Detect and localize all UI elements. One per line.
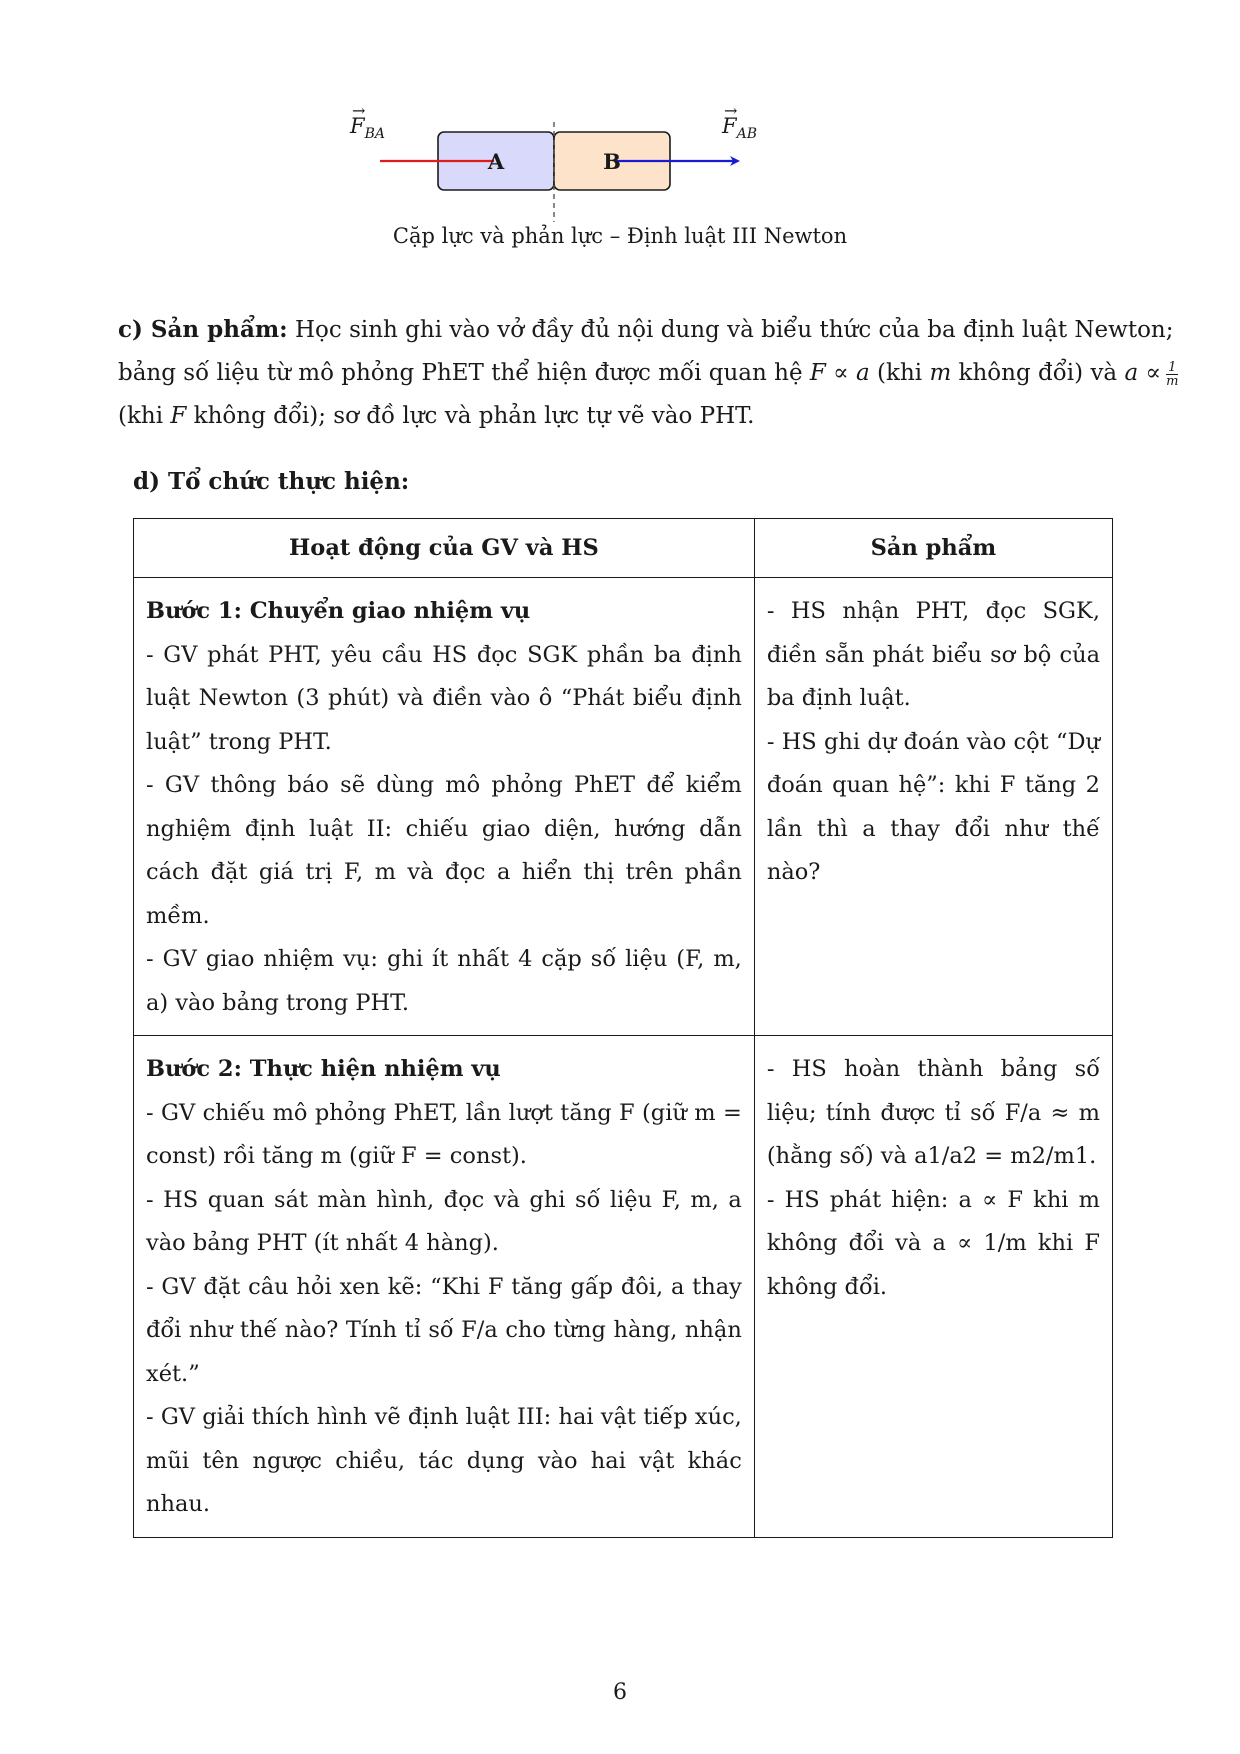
step2-products (754, 1036, 1112, 1538)
list-item: - GV giao nhiệm vụ: ghi ít nhất 4 cặp số liệu (F, m, a) vào bảng trong PHT. (146, 946, 742, 1016)
page-number: 6 (613, 1680, 627, 1705)
step1-title: Bước 1: Chuyển giao nhiệm vụ (146, 598, 531, 624)
list-item: - GV chiếu mô phỏng PhET, lần lượt tăng F (giữ m = const) rồi tăng m (giữ F = const). (146, 1099, 742, 1169)
list-item: - HS quan sát màn hình, đọc và ghi số liệu F, m, a vào bảng PHT (ít nhất 4 hàng). (146, 1186, 742, 1256)
header-products: Sản phẩm (754, 519, 1112, 578)
section-c-label: c) Sản phẩm: (118, 316, 288, 343)
list-item: - GV thông báo sẽ dùng mô phỏng PhET để kiểm nghiệm định luật II: chiếu giao diện, hướng dẫn cách đặt giá trị F, m và đọc a hiển thị trên phần mềm. (146, 772, 742, 929)
force-diagram (380, 122, 860, 222)
table-header-row (134, 519, 1113, 578)
fraction-one-over-m: $\frac{1}{m}$ (1166, 359, 1179, 389)
section-c-paragraph: c) Sản phẩm: Học sinh ghi vào vở đầy đủ nội dung và biểu thức của ba định luật Newton; bảng số liệu từ mô phỏng PhET thể hiện được mối quan hệ F ∝ a (khi m không đổi) và a ∝ $\frac{1}{m}$ (khi F không đổi); sơ đồ lực và phản lực tự vẽ vào PHT. (118, 316, 1179, 429)
table-row (134, 1036, 1113, 1538)
step2-title: Bước 2: Thực hiện nhiệm vụ (146, 1056, 501, 1082)
force-ab-label: → $F_{AB}$ (722, 101, 757, 143)
figure-caption: Cặp lực và phản lực – Định luật III Newton (392, 224, 848, 248)
header-activities: Hoạt động của GV và HS (134, 519, 755, 578)
list-item: - GV giải thích hình vẽ định luật III: hai vật tiếp xúc, mũi tên ngược chiều, tác dụng vào hai vật khác nhau. (146, 1404, 742, 1517)
step1-products (754, 578, 1112, 1036)
list-item: - HS nhận PHT, đọc SGK, điền sẵn phát biểu sơ bộ của ba định luật. (766, 598, 1100, 711)
list-item: - GV phát PHT, yêu cầu HS đọc SGK phần ba định luật Newton (3 phút) và điền vào ô “Phát biểu định luật” trong PHT. (146, 641, 742, 755)
section-d-heading: d) Tổ chức thực hiện: (133, 468, 410, 495)
list-item: - HS hoàn thành bảng số liệu; tính được tỉ số F/a ≈ m (hằng số) và a1/a2 = m2/m1. (766, 1056, 1100, 1169)
force-ba-label: → $F_{BA}$ (350, 101, 385, 143)
list-item: - HS ghi dự đoán vào cột “Dự đoán quan hệ”: khi F tăng 2 lần thì a thay đổi như thế nào? (766, 728, 1100, 885)
block-a-label: A (487, 149, 505, 174)
activity-table (133, 518, 1113, 1538)
table-row (134, 578, 1113, 1036)
step2-activities (134, 1036, 755, 1538)
list-item: - GV đặt câu hỏi xen kẽ: “Khi F tăng gấp đôi, a thay đổi như thế nào? Tính tỉ số F/a cho từng hàng, nhận xét.” (146, 1273, 742, 1387)
step1-activities (134, 578, 755, 1036)
block-b-label: B (603, 149, 621, 174)
list-item: - HS phát hiện: a ∝ F khi m không đổi và a ∝ 1/m khi F không đổi. (766, 1186, 1100, 1300)
